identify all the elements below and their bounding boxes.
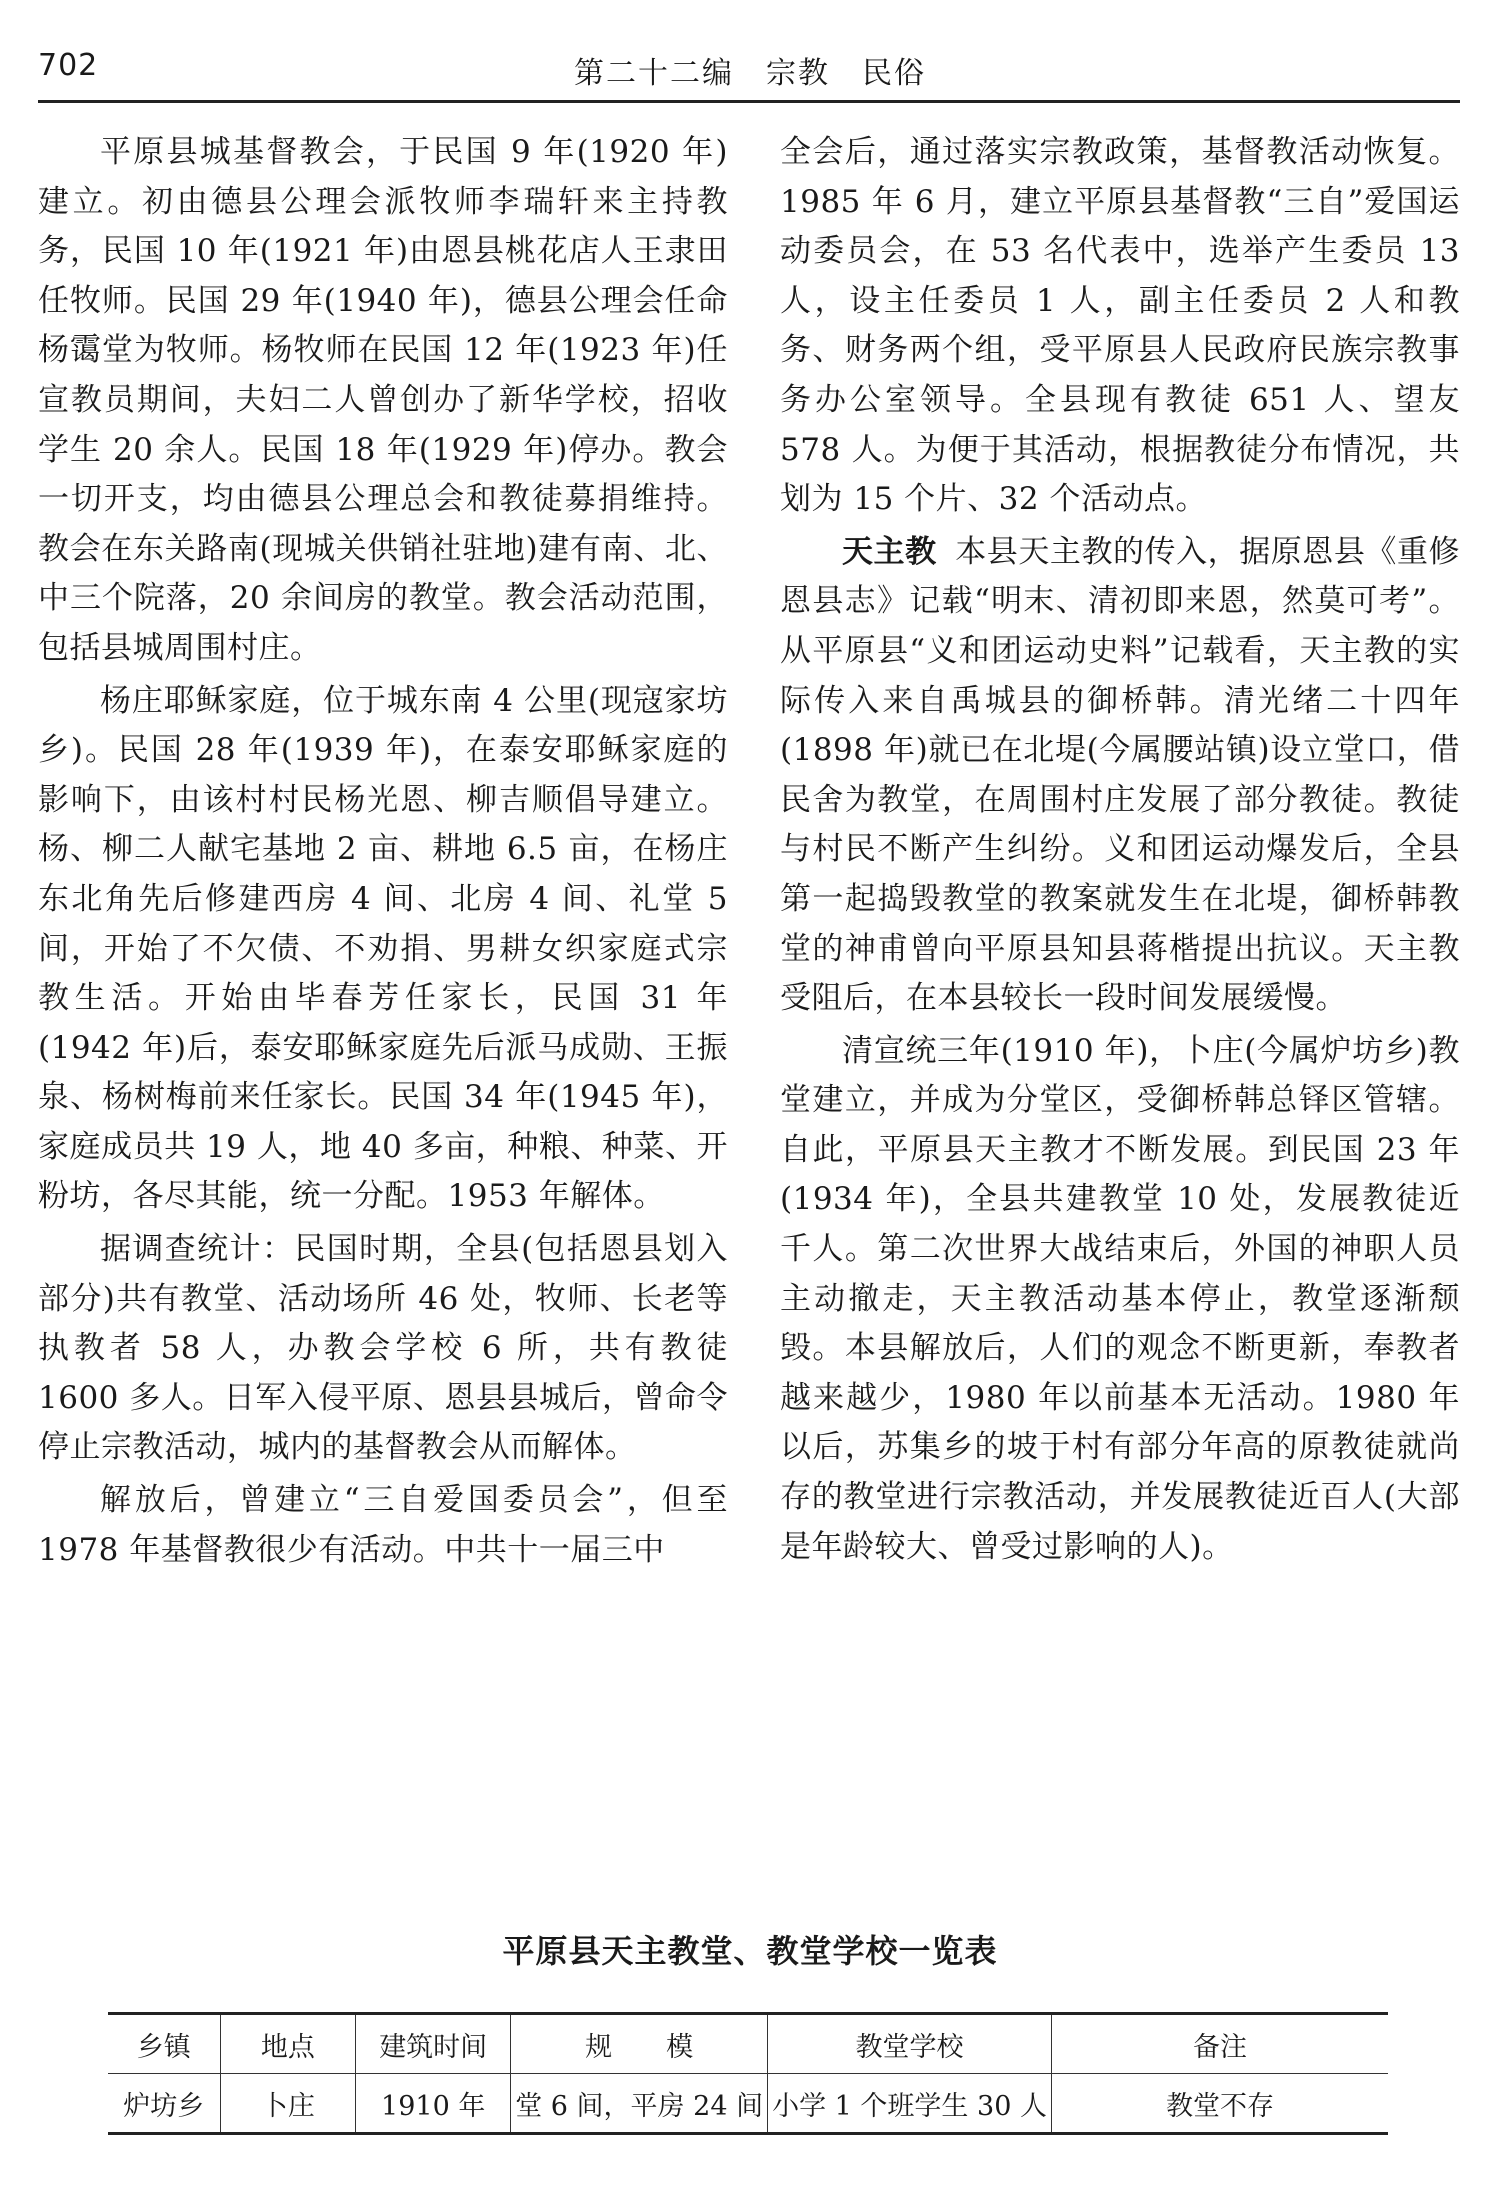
paragraph-after-liberation: 解放后，曾建立“三自爱国委员会”，但至 1978 年基督教很少有活动。中共十一届三中 — [38, 1482, 728, 1568]
catholic-church-table — [108, 2012, 1388, 2135]
table-header-row — [108, 2014, 1388, 2074]
table-row — [108, 2074, 1388, 2134]
cell-build-time: 1910 年 — [356, 2074, 511, 2134]
cell-township: 炉坊乡 — [108, 2074, 220, 2134]
header-church-school: 教堂学校 — [768, 2014, 1052, 2074]
header-location: 地点 — [220, 2014, 356, 2074]
cell-church-school: 小学 1 个班学生 30 人 — [768, 2074, 1052, 2134]
paragraph-survey-statistics: 据调查统计：民国时期，全县(包括恩县划入部分)共有教堂、活动场所 46 处，牧师、长老等执教者 58 人，办教会学校 6 所，共有教徒 1600 多人。日军入侵平原、恩县县城后，曾命令停止宗教活动，城内的基督教会从而解体。 — [38, 1231, 728, 1466]
paragraph-catholicism-development: 清宣统三年(1910 年)，卜庄(今属炉坊乡)教堂建立，并成为分堂区，受御桥韩总铎区管辖。自此，平原县天主教才不断发展。到民国 23 年(1934 年)，全县共建教堂 10 处，发展教徒近千人。第二次世界大战结束后，外国的神职人员主动撤走，天主教活动基本停止，教堂逐渐颓毁。本县解放后，人们的观念不断更新，奉教者越来越少，1980 年以前基本无活动。1980 年以后，苏集乡的坡于村有部分年高的原教徒就尚存的教堂进行宗教活动，并发展教徒近百人(大部是年龄较大、曾受过影响的人)。 — [780, 1032, 1460, 1565]
table-title: 平原县天主教堂、教堂学校一览表 — [502, 1932, 998, 1970]
left-column — [38, 128, 728, 1578]
section-heading-catholicism: 天主教 — [842, 533, 937, 570]
cell-location: 卜庄 — [220, 2074, 356, 2134]
catholicism-intro-text: 本县天主教的传入，据原恩县《重修恩县志》记载“明末、清初即来恩，然莫可考”。从平原县“义和团运动史料”记载看，天主教的实际传入来自禹城县的御桥韩。清光绪二十四年(1898 年)就已在北堤(今属腰站镇)设立堂口，借民舍为教堂，在周围村庄发展了部分教徒。教徒与村民不断产生纠纷。义和团运动爆发后，全县第一起捣毁教堂的教案就发生在北堤，御桥韩教堂的神甫曾向平原县知县蒋楷提出抗议。天主教受阻后，在本县较长一段时间发展缓慢。 — [780, 533, 1461, 1017]
cell-remarks: 教堂不存 — [1051, 2074, 1388, 2134]
header-remarks: 备注 — [1051, 2014, 1388, 2074]
header-scale: 规 模 — [511, 2014, 768, 2074]
running-title: 第二十二编 宗教 民俗 — [574, 56, 926, 91]
header-rule — [38, 100, 1460, 103]
page-number: 702 — [38, 48, 99, 83]
paragraph-city-church: 平原县城基督教会，于民国 9 年(1920 年)建立。初由德县公理会派牧师李瑞轩来主持教务，民国 10 年(1921 年)由恩县桃花店人王隶田任牧师。民国 29 年(1940 年)，德县公理会任命杨霭堂为牧师。杨牧师在民国 12 年(1923 年)任宣教员期间，夫妇二人曾创办了新华学校，招收学生 20 余人。民国 18 年(1929 年)停办。教会一切开支，均由德县公理总会和教徒募捐维持。教会在东关路南(现城关供销社驻地)建有南、北、中三个院落，20 余间房的教堂。教会活动范围，包括县城周围村庄。 — [38, 134, 728, 666]
right-column — [780, 128, 1460, 1575]
header-township: 乡镇 — [108, 2014, 220, 2074]
paragraph-continuation: 全会后，通过落实宗教政策，基督教活动恢复。1985 年 6 月，建立平原县基督教“三自”爱国运动委员会，在 53 名代表中，选举产生委员 13 人，设主任委员 1 人，副主任委员 2 人和教务、财务两个组，受平原县人民政府民族宗教事务办公室领导。全县现有教徒 651 人、望友 578 人。为便于其活动，根据教徒分布情况，共划为 15 个片、32 个活动点。 — [780, 134, 1460, 518]
header-build-time: 建筑时间 — [356, 2014, 511, 2074]
paragraph-yangzhuang-family: 杨庄耶稣家庭，位于城东南 4 公里(现寇家坊乡)。民国 28 年(1939 年)，在泰安耶稣家庭的影响下，由该村村民杨光恩、柳吉顺倡导建立。杨、柳二人献宅基地 2 亩、耕地 6.5 亩，在杨庄东北角先后修建西房 4 间、北房 4 间、礼堂 5 间，开始了不欠债、不劝捐、男耕女织家庭式宗教生活。开始由毕春芳任家长，民国 31 年(1942 年)后，泰安耶稣家庭先后派马成勋、王振泉、杨树梅前来任家长。民国 34 年(1945 年)，家庭成员共 19 人，地 40 多亩，种粮、种菜、开粉坊，各尽其能，统一分配。1953 年解体。 — [38, 682, 728, 1215]
cell-scale: 堂 6 间，平房 24 间 — [511, 2074, 768, 2134]
paragraph-catholicism-intro — [780, 528, 1460, 1024]
